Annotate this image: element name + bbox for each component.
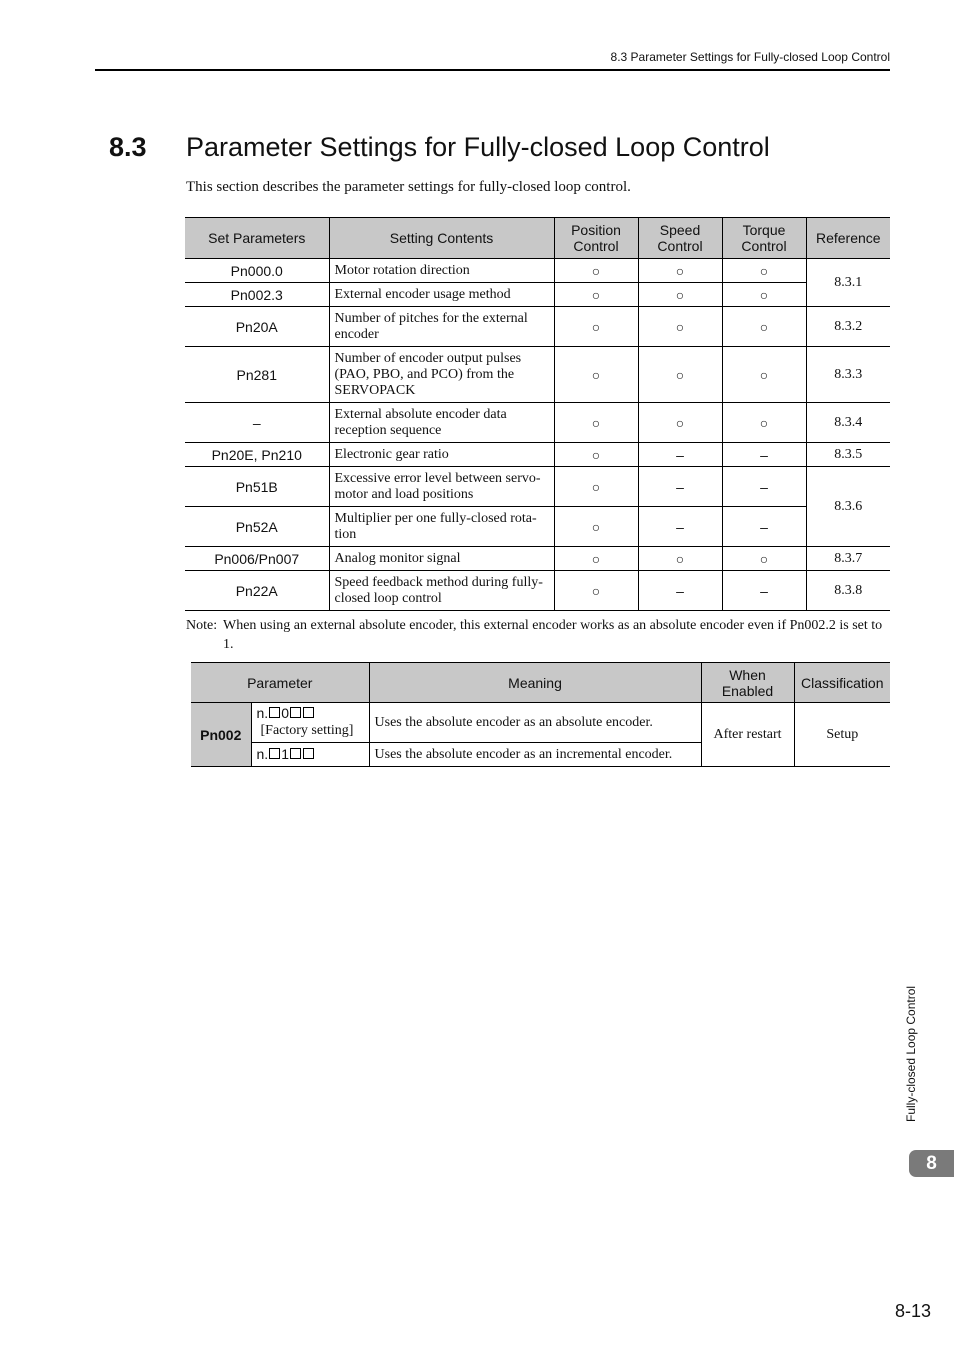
param-code: Pn002.3 [185,283,329,307]
table-row [185,307,890,347]
speed-mark: ○ [638,403,722,443]
param-description: External absolute encoder data reception sequence [329,403,554,443]
speed-mark: ○ [638,307,722,347]
table-row [185,283,890,307]
setting-digit: 1 [281,745,289,762]
digit-box-icon [290,748,301,759]
param-description: Motor rotation direction [329,259,554,283]
torque-mark: ○ [722,547,806,571]
running-header: 8.3 Parameter Settings for Fully-closed Loop Control [610,50,890,64]
speed-mark: – [638,507,722,547]
table-row [185,259,890,283]
page-number: 8-13 [894,1301,931,1321]
digit-box-icon [290,707,301,718]
param-description: Number of encoder output pulses (PAO, PBO, and PCO) from the SERVOPACK [329,347,554,403]
note-label: Note: [186,618,218,633]
param-code: Pn52A [185,507,329,547]
position-mark: ○ [554,547,638,571]
param-code: Pn281 [185,347,329,403]
parameters-table [185,217,890,611]
speed-mark: ○ [638,547,722,571]
table-header-row [191,663,890,703]
reference-cell: 8.3.1 [806,259,890,307]
torque-mark: – [722,571,806,611]
digit-box-icon [303,707,314,718]
header-when-enabled: When Enabled [701,663,794,703]
param-description: Multiplier per one fully-closed rota-tion [329,507,554,547]
position-mark: ○ [554,403,638,443]
param-code: Pn20E, Pn210 [185,443,329,467]
header-torque-control: Torque Control [722,218,806,259]
table-row [191,703,890,743]
param-description: Excessive error level between servo-motor and load positions [329,467,554,507]
position-mark: ○ [554,347,638,403]
param-code: Pn000.0 [185,259,329,283]
reference-cell: 8.3.3 [806,347,890,403]
speed-mark: – [638,443,722,467]
section-title: Parameter Settings for Fully-closed Loop Control [186,132,770,162]
header-meaning: Meaning [369,663,701,703]
section-intro: This section describes the parameter settings for fully-closed loop control. [186,179,631,195]
torque-mark: – [722,443,806,467]
torque-mark: ○ [722,403,806,443]
speed-mark: – [638,467,722,507]
param-description: Speed feedback method during fully-closed loop control [329,571,554,611]
reference-cell: 8.3.7 [806,547,890,571]
header-rule [95,69,890,71]
table-row [185,571,890,611]
param-description: External encoder usage method [329,283,554,307]
header-reference: Reference [806,218,890,259]
torque-mark: ○ [722,259,806,283]
param-description: Number of pitches for the external encoder [329,307,554,347]
position-mark: ○ [554,443,638,467]
param-description: Analog monitor signal [329,547,554,571]
param-code: Pn006/Pn007 [185,547,329,571]
torque-mark: ○ [722,347,806,403]
torque-mark: – [722,467,806,507]
classification-cell: Setup [794,703,890,767]
section-number: 8.3 [109,132,147,162]
digit-box-icon [303,748,314,759]
param-code: Pn22A [185,571,329,611]
table-header-row [185,218,890,259]
digit-box-icon [269,707,280,718]
reference-cell: 8.3.4 [806,403,890,443]
param-description: Electronic gear ratio [329,443,554,467]
param-code: Pn51B [185,467,329,507]
param-code: Pn20A [185,307,329,347]
header-speed-control: Speed Control [638,218,722,259]
reference-cell: 8.3.5 [806,443,890,467]
param-name: Pn002 [191,703,251,767]
chapter-tab: 8 [909,1150,954,1177]
setting-prefix: n. [256,745,269,762]
setting-digit: 0 [281,705,289,721]
torque-mark: ○ [722,307,806,347]
torque-mark: – [722,507,806,547]
table-note [186,616,891,654]
speed-mark: ○ [638,347,722,403]
setting-value [251,743,369,767]
setting-prefix: n. [256,705,269,721]
table-row [185,403,890,443]
table-row [185,443,890,467]
torque-mark: ○ [722,283,806,307]
speed-mark: – [638,571,722,611]
reference-cell: 8.3.2 [806,307,890,347]
position-mark: ○ [554,571,638,611]
header-position-control: Position Control [554,218,638,259]
meaning-cell: Uses the absolute encoder as an incremental encoder. [369,743,701,767]
table-row [185,547,890,571]
position-mark: ○ [554,283,638,307]
meaning-cell: Uses the absolute encoder as an absolute encoder. [369,703,701,743]
table-row [185,347,890,403]
position-mark: ○ [554,307,638,347]
table-row [185,507,890,547]
chapter-side-label: Fully-closed Loop Control [904,985,918,1122]
setting-value [251,703,369,743]
position-mark: ○ [554,467,638,507]
when-enabled-cell: After restart [701,703,794,767]
header-set-parameters: Set Parameters [185,218,329,259]
reference-cell: 8.3.6 [806,467,890,547]
header-parameter: Parameter [191,663,369,703]
table-row [185,467,890,507]
pn002-table [191,662,890,767]
speed-mark: ○ [638,283,722,307]
header-setting-contents: Setting Contents [329,218,554,259]
position-mark: ○ [554,259,638,283]
speed-mark: ○ [638,259,722,283]
param-code: – [185,403,329,443]
digit-box-icon [269,748,280,759]
reference-cell: 8.3.8 [806,571,890,611]
position-mark: ○ [554,507,638,547]
header-classification: Classification [794,663,890,703]
factory-setting-note: [Factory setting] [260,723,354,738]
note-text: When using an external absolute encoder, this external encoder works as an absolute encoder even if Pn002.2 is set to 1. [223,618,883,652]
